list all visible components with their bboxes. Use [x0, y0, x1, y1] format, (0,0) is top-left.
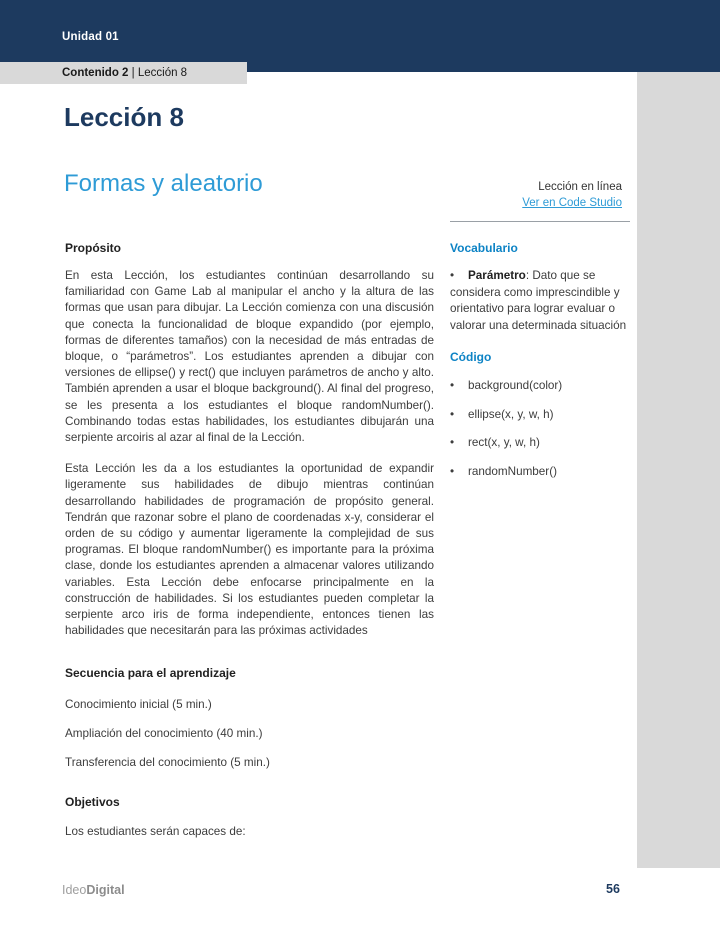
sequence-item: Transferencia del conocimiento (5 min.) [65, 756, 270, 770]
vocabulary-term: Parámetro [468, 269, 526, 282]
code-item-label: rect(x, y, w, h) [468, 436, 540, 449]
online-lesson-label: Lección en línea [538, 181, 622, 193]
breadcrumb [0, 62, 247, 84]
code-item [450, 407, 631, 423]
bullet-icon [450, 378, 468, 394]
sidebar [450, 241, 631, 492]
purpose-heading: Propósito [65, 241, 121, 255]
code-item [450, 464, 631, 480]
page-subtitle: Formas y aleatorio [64, 170, 263, 197]
code-studio-link[interactable]: Ver en Code Studio [522, 197, 622, 209]
sequence-heading: Secuencia para el aprendizaje [65, 666, 236, 681]
sequence-item: Ampliación del conocimiento (40 min.) [65, 727, 263, 741]
bullet-icon [450, 268, 468, 285]
code-item-label: randomNumber() [468, 464, 557, 478]
code-heading: Código [450, 350, 492, 364]
page-number: 56 [606, 882, 620, 896]
code-item [450, 435, 631, 451]
code-item-label: background(color) [468, 379, 563, 392]
objectives-intro: Los estudiantes serán capaces de: [65, 825, 246, 839]
breadcrumb-section: Contenido 2 [62, 67, 129, 79]
vocabulary-definition: : Dato que se considera como imprescindible y orientativo para lograr evaluar o valorar una determinada situación [450, 269, 627, 332]
footer-brand [62, 883, 125, 897]
footer-brand-first: Ideo [62, 883, 87, 897]
sidebar-divider [450, 221, 630, 222]
bullet-icon [450, 407, 468, 423]
vocabulary-item [450, 268, 631, 334]
code-item-label: ellipse(x, y, w, h) [468, 407, 554, 421]
sequence-item: Conocimiento inicial (5 min.) [65, 698, 212, 712]
code-list [450, 378, 631, 480]
unit-label: Unidad 01 [62, 31, 119, 43]
objectives-heading: Objetivos [65, 795, 120, 810]
bullet-icon [450, 464, 468, 480]
right-gray-band [637, 72, 720, 868]
bullet-icon [450, 435, 468, 451]
breadcrumb-separator: | [128, 67, 138, 79]
page-title: Lección 8 [64, 102, 184, 132]
footer-brand-second: Digital [86, 883, 125, 897]
code-item [450, 378, 631, 394]
online-lesson-box [450, 179, 622, 211]
breadcrumb-lesson: Lección 8 [137, 67, 188, 79]
vocabulary-heading: Vocabulario [450, 241, 518, 255]
main-content [65, 241, 434, 853]
purpose-paragraph-2: Esta Lección les da a los estudiantes la oportunidad de expandir ligeramente sus habilidades de dibujo mientras continúan desarrollando habilidades de programación de propósito general. Tendrán que razonar sobre el plano de coordenadas x-y, considerar el orden de su código y aumentar ligeramente la complejidad de sus programas. El bloque randomNumber() es importante para la próxima clase, donde los estudiantes aprenden a almacenar valores utilizando variables. Esta Lección debe enfocarse principalmente en la construcción de habilidades. Si los estudiantes pueden completar la serpiente arco iris de forma independiente, entonces tienen las habilidades que necesitarán para las próximas actividades [65, 462, 434, 638]
purpose-paragraph-1: En esta Lección, los estudiantes continúan desarrollando su familiaridad con Game Lab al manipular el ancho y la altura de las formas que usan para dibujar. La Lección comienza con una discusión que conecta la funcionalidad de bloque expandido (por ejemplo, formas de diferentes tamaños) con la necesidad de más entradas de bloque, o “parámetros”. Los estudiantes aprenden a dibujar con versiones de ellipse() y rect() que incluyen parámetros de ancho y alto. También aprenden a usar el bloque background(). Al final del progreso, se les presenta a los estudiantes el bloque randomNumber(). Combinando todas estas habilidades, los estudiantes dibujarán una serpiente arcoiris al azar al final de la Lección. [65, 269, 434, 445]
